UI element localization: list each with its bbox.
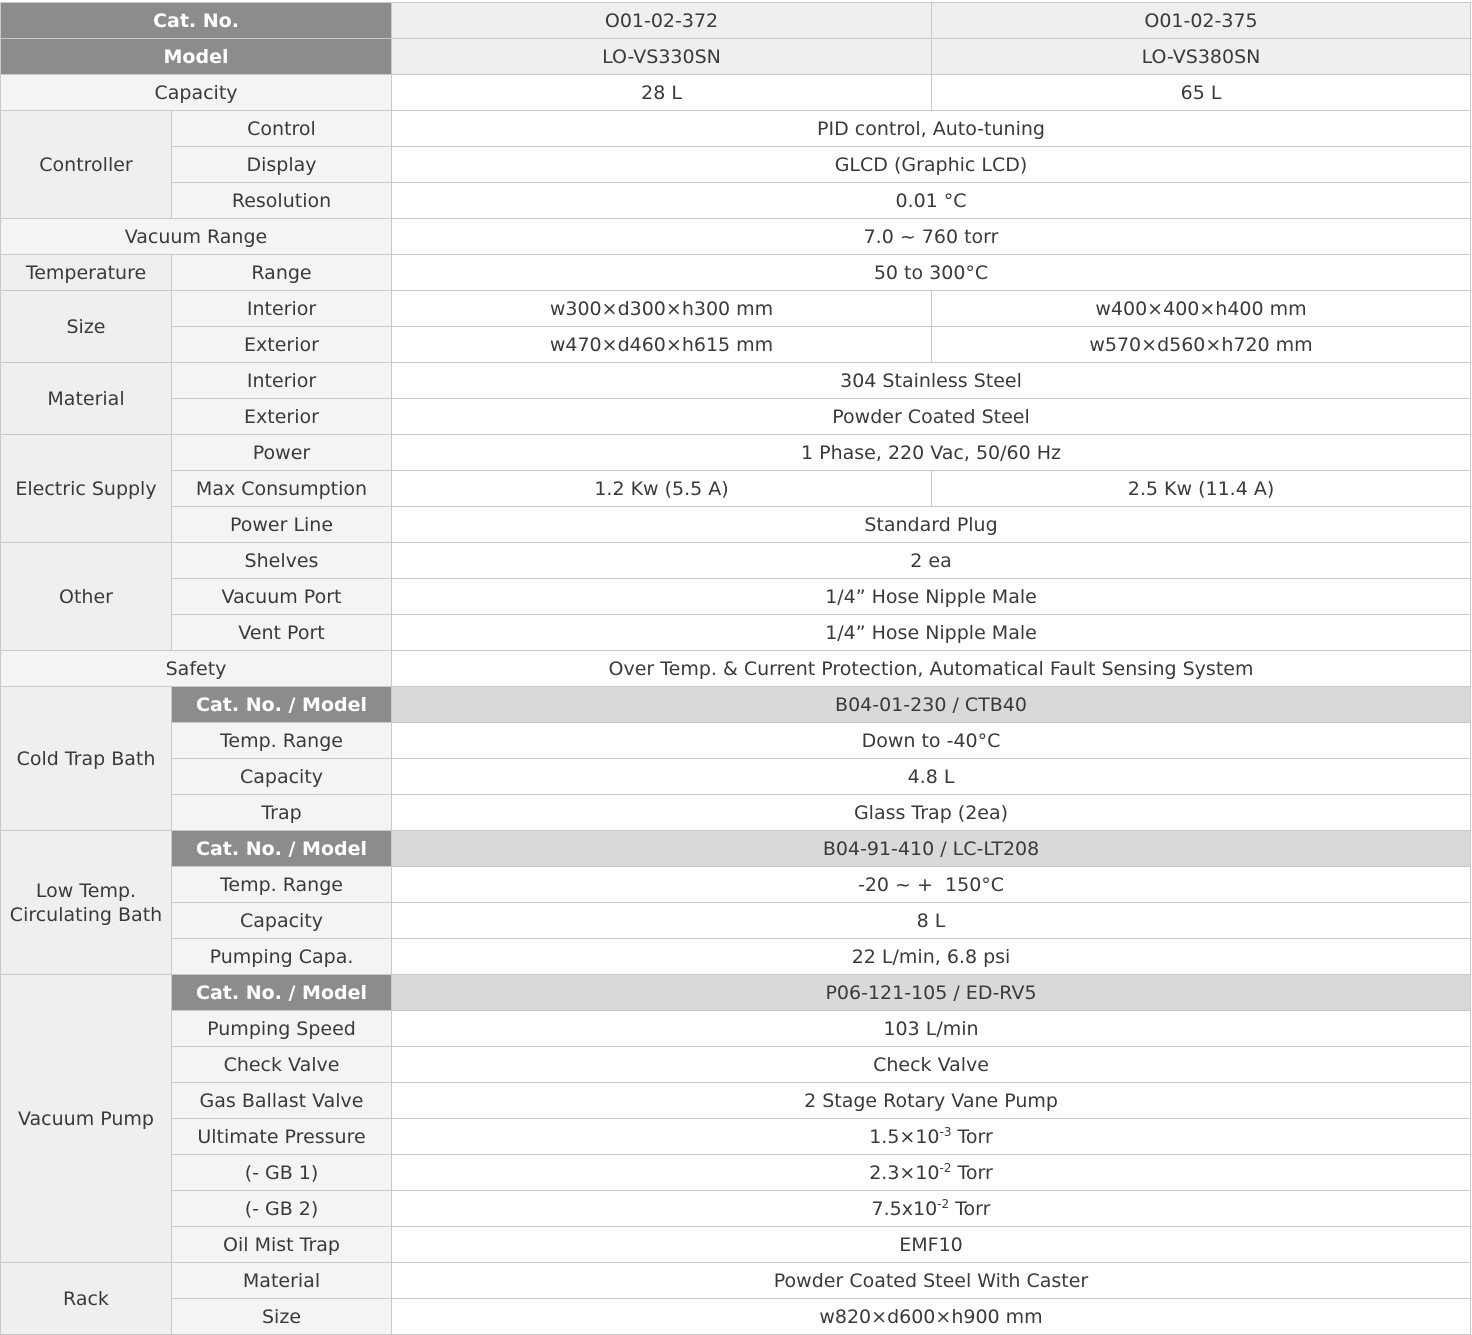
- row-rack-size: [1, 1299, 1471, 1335]
- gb2-exponent: -2: [937, 1196, 950, 1211]
- other-label: Other: [1, 543, 172, 651]
- low-temp-capacity-value: 8 L: [392, 903, 1471, 939]
- size-label: Size: [1, 291, 172, 363]
- row-vacpump-catmodel: [1, 975, 1471, 1011]
- ultimate-exponent: -3: [939, 1124, 952, 1139]
- row-safety: [1, 651, 1471, 687]
- cat-no-b: O01-02-375: [932, 3, 1471, 39]
- cold-trap-catmodel-label: Cat. No. / Model: [172, 687, 392, 723]
- row-other-vacport: [1, 579, 1471, 615]
- capacity-label: Capacity: [1, 75, 392, 111]
- maxcons-b: 2.5 Kw (11.4 A): [932, 471, 1471, 507]
- gb1-exponent: -2: [939, 1160, 952, 1175]
- ultimate-pressure-value: [392, 1119, 1471, 1155]
- row-coldtrap-capacity: [1, 759, 1471, 795]
- row-controller-resolution: [1, 183, 1471, 219]
- row-electric-maxcons: [1, 471, 1471, 507]
- row-temperature: [1, 255, 1471, 291]
- model-b: LO-VS380SN: [932, 39, 1471, 75]
- ventport-label: Vent Port: [172, 615, 392, 651]
- row-vacuum-range: [1, 219, 1471, 255]
- row-capacity: [1, 75, 1471, 111]
- spec-table: [0, 2, 1471, 1335]
- shelves-value: 2 ea: [392, 543, 1471, 579]
- oil-mist-label: Oil Mist Trap: [172, 1227, 392, 1263]
- control-label: Control: [172, 111, 392, 147]
- material-exterior-value: Powder Coated Steel: [392, 399, 1471, 435]
- row-other-shelves: [1, 543, 1471, 579]
- size-exterior-b: w570×d560×h720 mm: [932, 327, 1471, 363]
- gb1-base: 2.3×10: [869, 1161, 940, 1184]
- cat-no-header: Cat. No.: [1, 3, 392, 39]
- rack-material-label: Material: [172, 1263, 392, 1299]
- capacity-b: 65 L: [932, 75, 1471, 111]
- gb1-label: (- GB 1): [172, 1155, 392, 1191]
- control-value: PID control, Auto-tuning: [392, 111, 1471, 147]
- cold-trap-trap-value: Glass Trap (2ea): [392, 795, 1471, 831]
- powerline-label: Power Line: [172, 507, 392, 543]
- row-vacpump-gas: [1, 1083, 1471, 1119]
- cat-no-a: O01-02-372: [392, 3, 932, 39]
- ventport-value: 1/4” Hose Nipple Male: [392, 615, 1471, 651]
- temperature-label: Temperature: [1, 255, 172, 291]
- maxcons-label: Max Consumption: [172, 471, 392, 507]
- size-exterior-label: Exterior: [172, 327, 392, 363]
- size-exterior-a: w470×d460×h615 mm: [392, 327, 932, 363]
- oil-mist-value: EMF10: [392, 1227, 1471, 1263]
- gb2-unit: Torr: [949, 1197, 991, 1220]
- cold-trap-trap-label: Trap: [172, 795, 392, 831]
- ultimate-pressure-label: Ultimate Pressure: [172, 1119, 392, 1155]
- controller-label: Controller: [1, 111, 172, 219]
- cold-trap-capacity-label: Capacity: [172, 759, 392, 795]
- gas-ballast-value: 2 Stage Rotary Vane Pump: [392, 1083, 1471, 1119]
- pumping-speed-value: 103 L/min: [392, 1011, 1471, 1047]
- row-size-exterior: [1, 327, 1471, 363]
- row-vacpump-speed: [1, 1011, 1471, 1047]
- row-lowtemp-temp: [1, 867, 1471, 903]
- row-lowtemp-pumping: [1, 939, 1471, 975]
- gb1-value: [392, 1155, 1471, 1191]
- pumping-speed-label: Pumping Speed: [172, 1011, 392, 1047]
- model-a: LO-VS330SN: [392, 39, 932, 75]
- vacport-value: 1/4” Hose Nipple Male: [392, 579, 1471, 615]
- row-electric-power: [1, 435, 1471, 471]
- material-exterior-label: Exterior: [172, 399, 392, 435]
- gb2-value: [392, 1191, 1471, 1227]
- model-header: Model: [1, 39, 392, 75]
- vacuum-range-value: 7.0 ~ 760 torr: [392, 219, 1471, 255]
- size-interior-label: Interior: [172, 291, 392, 327]
- safety-value: Over Temp. & Current Protection, Automatical Fault Sensing System: [392, 651, 1471, 687]
- gb2-label: (- GB 2): [172, 1191, 392, 1227]
- row-size-interior: [1, 291, 1471, 327]
- row-material-interior: [1, 363, 1471, 399]
- cold-trap-catmodel-value: B04-01-230 / CTB40: [392, 687, 1471, 723]
- row-coldtrap-catmodel: [1, 687, 1471, 723]
- low-temp-catmodel-value: B04-91-410 / LC-LT208: [392, 831, 1471, 867]
- row-vacpump-gb2: [1, 1191, 1471, 1227]
- low-temp-capacity-label: Capacity: [172, 903, 392, 939]
- powerline-value: Standard Plug: [392, 507, 1471, 543]
- vacuum-pump-catmodel-value: P06-121-105 / ED-RV5: [392, 975, 1471, 1011]
- row-lowtemp-catmodel: [1, 831, 1471, 867]
- gas-ballast-label: Gas Ballast Valve: [172, 1083, 392, 1119]
- ultimate-base: 1.5×10: [869, 1125, 940, 1148]
- cold-trap-temp-value: Down to -40°C: [392, 723, 1471, 759]
- shelves-label: Shelves: [172, 543, 392, 579]
- rack-size-value: w820×d600×h900 mm: [392, 1299, 1471, 1335]
- vacuum-pump-label: Vacuum Pump: [1, 975, 172, 1263]
- check-valve-label: Check Valve: [172, 1047, 392, 1083]
- low-temp-catmodel-label: Cat. No. / Model: [172, 831, 392, 867]
- row-other-ventport: [1, 615, 1471, 651]
- row-model: [1, 39, 1471, 75]
- vacport-label: Vacuum Port: [172, 579, 392, 615]
- rack-size-label: Size: [172, 1299, 392, 1335]
- row-vacpump-ultimate: [1, 1119, 1471, 1155]
- low-temp-label: [1, 831, 172, 975]
- row-coldtrap-trap: [1, 795, 1471, 831]
- row-material-exterior: [1, 399, 1471, 435]
- cold-trap-label: Cold Trap Bath: [1, 687, 172, 831]
- row-controller-control: [1, 111, 1471, 147]
- row-vacpump-check: [1, 1047, 1471, 1083]
- vacuum-pump-catmodel-label: Cat. No. / Model: [172, 975, 392, 1011]
- row-vacpump-gb1: [1, 1155, 1471, 1191]
- resolution-value: 0.01 °C: [392, 183, 1471, 219]
- row-rack-material: [1, 1263, 1471, 1299]
- material-interior-label: Interior: [172, 363, 392, 399]
- cold-trap-temp-label: Temp. Range: [172, 723, 392, 759]
- size-interior-a: w300×d300×h300 mm: [392, 291, 932, 327]
- low-temp-temp-value: -20 ~ + 150°C: [392, 867, 1471, 903]
- row-electric-powerline: [1, 507, 1471, 543]
- low-temp-label-line1: Low Temp.: [35, 879, 137, 902]
- rack-material-value: Powder Coated Steel With Caster: [392, 1263, 1471, 1299]
- row-lowtemp-capacity: [1, 903, 1471, 939]
- gb1-unit: Torr: [951, 1161, 993, 1184]
- resolution-label: Resolution: [172, 183, 392, 219]
- low-temp-pumping-value: 22 L/min, 6.8 psi: [392, 939, 1471, 975]
- low-temp-label-line2: Circulating Bath: [9, 903, 163, 926]
- safety-label: Safety: [1, 651, 392, 687]
- row-vacpump-oil: [1, 1227, 1471, 1263]
- low-temp-pumping-label: Pumping Capa.: [172, 939, 392, 975]
- material-label: Material: [1, 363, 172, 435]
- size-interior-b: w400×400×h400 mm: [932, 291, 1471, 327]
- ultimate-unit: Torr: [951, 1125, 993, 1148]
- capacity-a: 28 L: [392, 75, 932, 111]
- low-temp-temp-label: Temp. Range: [172, 867, 392, 903]
- vacuum-range-label: Vacuum Range: [1, 219, 392, 255]
- temp-range-label: Range: [172, 255, 392, 291]
- gb2-base: 7.5x10: [871, 1197, 938, 1220]
- check-valve-value: Check Valve: [392, 1047, 1471, 1083]
- power-value: 1 Phase, 220 Vac, 50/60 Hz: [392, 435, 1471, 471]
- row-cat-no: [1, 3, 1471, 39]
- cold-trap-capacity-value: 4.8 L: [392, 759, 1471, 795]
- material-interior-value: 304 Stainless Steel: [392, 363, 1471, 399]
- electric-label: Electric Supply: [1, 435, 172, 543]
- temp-range-value: 50 to 300°C: [392, 255, 1471, 291]
- rack-label: Rack: [1, 1263, 172, 1335]
- maxcons-a: 1.2 Kw (5.5 A): [392, 471, 932, 507]
- power-label: Power: [172, 435, 392, 471]
- row-controller-display: [1, 147, 1471, 183]
- display-value: GLCD (Graphic LCD): [392, 147, 1471, 183]
- row-coldtrap-temp: [1, 723, 1471, 759]
- display-label: Display: [172, 147, 392, 183]
